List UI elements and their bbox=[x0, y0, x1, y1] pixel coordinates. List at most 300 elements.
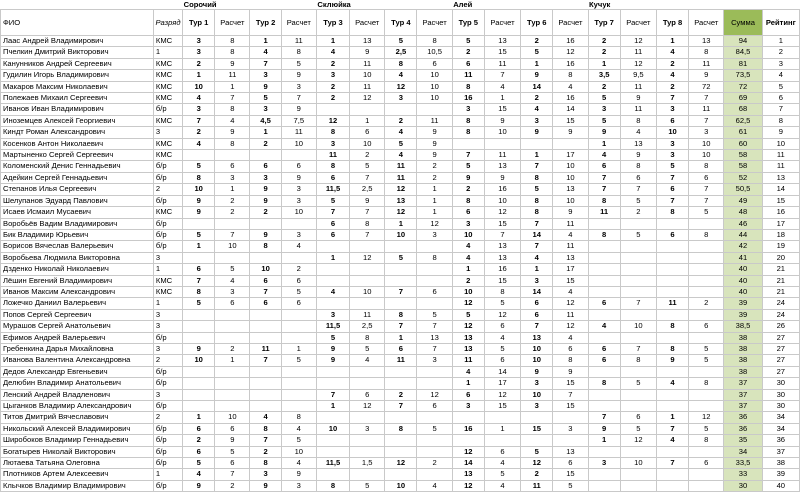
cell-value[interactable] bbox=[452, 138, 484, 149]
cell-value[interactable]: 13 bbox=[553, 184, 588, 195]
cell-value[interactable]: 12 bbox=[350, 401, 385, 412]
cell-value[interactable]: 16 bbox=[553, 36, 588, 47]
cell-value[interactable]: 6 bbox=[656, 229, 688, 240]
cell-value[interactable]: 8 bbox=[385, 58, 417, 69]
cell-rating[interactable]: 3 bbox=[762, 58, 799, 69]
cell-value[interactable] bbox=[183, 150, 215, 161]
cell-value[interactable]: 2 bbox=[250, 446, 281, 457]
cell-value[interactable]: 11 bbox=[588, 207, 620, 218]
cell-sum[interactable]: 72 bbox=[724, 81, 762, 92]
cell-value[interactable] bbox=[215, 309, 250, 320]
cell-value[interactable] bbox=[620, 286, 656, 297]
cell-value[interactable]: 5 bbox=[281, 58, 316, 69]
cell-value[interactable] bbox=[281, 378, 316, 389]
cell-rank[interactable]: б/р bbox=[153, 435, 182, 446]
cell-value[interactable]: 3 bbox=[656, 104, 688, 115]
cell-value[interactable] bbox=[588, 332, 620, 343]
cell-value[interactable]: 2 bbox=[350, 150, 385, 161]
cell-value[interactable]: 5 bbox=[656, 161, 688, 172]
cell-fio[interactable]: Косенков Антон Николаевич bbox=[1, 138, 154, 149]
cell-sum[interactable]: 39 bbox=[724, 298, 762, 309]
cell-rating[interactable]: 15 bbox=[762, 195, 799, 206]
cell-value[interactable] bbox=[521, 138, 553, 149]
column-header[interactable]: Расчет bbox=[215, 10, 250, 36]
column-header[interactable]: Расчет bbox=[553, 10, 588, 36]
cell-value[interactable]: 9 bbox=[281, 70, 316, 81]
cell-value[interactable]: 2 bbox=[417, 172, 452, 183]
cell-value[interactable]: 2 bbox=[281, 264, 316, 275]
cell-value[interactable]: 1 bbox=[417, 184, 452, 195]
cell-fio[interactable]: Делюбин Владимир Анатольевич bbox=[1, 378, 154, 389]
cell-rank[interactable]: б/р bbox=[153, 332, 182, 343]
cell-value[interactable]: 8 bbox=[452, 195, 484, 206]
cell-value[interactable]: 11 bbox=[215, 70, 250, 81]
cell-value[interactable] bbox=[553, 412, 588, 423]
cell-value[interactable]: 9 bbox=[521, 127, 553, 138]
cell-value[interactable]: 2 bbox=[452, 184, 484, 195]
cell-value[interactable] bbox=[417, 241, 452, 252]
cell-value[interactable]: 9 bbox=[281, 469, 316, 480]
cell-value[interactable]: 14 bbox=[452, 458, 484, 469]
cell-sum[interactable]: 94 bbox=[724, 36, 762, 47]
cell-fio[interactable]: Коломенский Денис Геннадьевич bbox=[1, 161, 154, 172]
cell-sum[interactable]: 58 bbox=[724, 150, 762, 161]
cell-value[interactable]: 8 bbox=[183, 286, 215, 297]
cell-value[interactable]: 13 bbox=[452, 332, 484, 343]
cell-rank[interactable]: б/р bbox=[153, 480, 182, 491]
cell-value[interactable]: 8 bbox=[620, 355, 656, 366]
cell-value[interactable] bbox=[215, 321, 250, 332]
column-header-rating[interactable]: Рейтинг bbox=[762, 10, 799, 36]
cell-value[interactable]: 8 bbox=[452, 115, 484, 126]
cell-value[interactable] bbox=[183, 378, 215, 389]
cell-value[interactable]: 11 bbox=[385, 355, 417, 366]
cell-value[interactable]: 10 bbox=[689, 138, 724, 149]
cell-sum[interactable]: 42 bbox=[724, 241, 762, 252]
cell-value[interactable]: 3 bbox=[215, 172, 250, 183]
cell-value[interactable]: 10 bbox=[215, 241, 250, 252]
cell-rank[interactable]: 3 bbox=[153, 321, 182, 332]
cell-value[interactable]: 9 bbox=[250, 184, 281, 195]
cell-value[interactable] bbox=[656, 252, 688, 263]
cell-value[interactable]: 1 bbox=[521, 150, 553, 161]
cell-value[interactable] bbox=[385, 412, 417, 423]
cell-fio[interactable]: Пчелкин Дмитрий Викторович bbox=[1, 47, 154, 58]
cell-value[interactable]: 6 bbox=[350, 127, 385, 138]
cell-value[interactable]: 10 bbox=[417, 93, 452, 104]
cell-value[interactable] bbox=[656, 286, 688, 297]
cell-sum[interactable]: 40 bbox=[724, 275, 762, 286]
cell-value[interactable]: 12 bbox=[452, 446, 484, 457]
cell-value[interactable]: 8 bbox=[316, 127, 349, 138]
cell-value[interactable]: 8 bbox=[689, 435, 724, 446]
cell-value[interactable]: 3 bbox=[316, 70, 349, 81]
cell-value[interactable]: 11 bbox=[316, 150, 349, 161]
cell-value[interactable]: 7 bbox=[350, 229, 385, 240]
cell-value[interactable] bbox=[215, 150, 250, 161]
cell-value[interactable]: 7 bbox=[521, 321, 553, 332]
cell-value[interactable]: 3 bbox=[281, 229, 316, 240]
cell-value[interactable] bbox=[689, 480, 724, 491]
cell-value[interactable]: 7 bbox=[215, 229, 250, 240]
cell-value[interactable]: 6 bbox=[281, 161, 316, 172]
cell-value[interactable]: 5 bbox=[521, 47, 553, 58]
column-header[interactable]: Тур 6 bbox=[521, 10, 553, 36]
cell-rank[interactable]: КМС bbox=[153, 70, 182, 81]
cell-value[interactable]: 7 bbox=[689, 115, 724, 126]
cell-value[interactable]: 6 bbox=[316, 218, 349, 229]
cell-value[interactable]: 8 bbox=[689, 47, 724, 58]
cell-value[interactable] bbox=[183, 332, 215, 343]
cell-value[interactable] bbox=[689, 286, 724, 297]
cell-value[interactable]: 4 bbox=[316, 47, 349, 58]
cell-value[interactable]: 13 bbox=[553, 446, 588, 457]
cell-value[interactable]: 15 bbox=[553, 115, 588, 126]
cell-value[interactable]: 11 bbox=[417, 115, 452, 126]
column-header[interactable]: Тур 2 bbox=[250, 10, 281, 36]
cell-value[interactable]: 3 bbox=[452, 218, 484, 229]
cell-value[interactable]: 5 bbox=[350, 161, 385, 172]
cell-value[interactable]: 2 bbox=[215, 195, 250, 206]
cell-value[interactable] bbox=[281, 366, 316, 377]
cell-value[interactable] bbox=[250, 150, 281, 161]
cell-value[interactable]: 13 bbox=[484, 161, 520, 172]
cell-value[interactable]: 6 bbox=[689, 172, 724, 183]
cell-value[interactable]: 6 bbox=[250, 161, 281, 172]
cell-value[interactable]: 2 bbox=[521, 469, 553, 480]
cell-value[interactable]: 11 bbox=[385, 172, 417, 183]
cell-value[interactable]: 8 bbox=[183, 172, 215, 183]
cell-value[interactable] bbox=[588, 469, 620, 480]
cell-value[interactable]: 9 bbox=[620, 150, 656, 161]
cell-value[interactable]: 11 bbox=[689, 104, 724, 115]
cell-rating[interactable]: 8 bbox=[762, 115, 799, 126]
cell-value[interactable]: 1 bbox=[588, 138, 620, 149]
cell-value[interactable]: 7 bbox=[521, 241, 553, 252]
cell-sum[interactable]: 69 bbox=[724, 93, 762, 104]
cell-value[interactable] bbox=[588, 264, 620, 275]
cell-rank[interactable]: б/р bbox=[153, 241, 182, 252]
cell-value[interactable]: 5 bbox=[452, 309, 484, 320]
cell-value[interactable]: 6 bbox=[250, 275, 281, 286]
cell-value[interactable]: 8 bbox=[316, 161, 349, 172]
cell-value[interactable] bbox=[215, 401, 250, 412]
cell-sum[interactable]: 33 bbox=[724, 469, 762, 480]
cell-value[interactable]: 9 bbox=[553, 366, 588, 377]
cell-value[interactable]: 3 bbox=[183, 36, 215, 47]
cell-value[interactable]: 3 bbox=[281, 195, 316, 206]
cell-value[interactable]: 14 bbox=[521, 286, 553, 297]
cell-fio[interactable]: Плотников Артем Алексеевич bbox=[1, 469, 154, 480]
cell-value[interactable]: 17 bbox=[484, 378, 520, 389]
cell-value[interactable]: 9 bbox=[250, 480, 281, 491]
cell-value[interactable]: 7 bbox=[316, 207, 349, 218]
cell-value[interactable] bbox=[656, 446, 688, 457]
cell-value[interactable] bbox=[385, 378, 417, 389]
cell-value[interactable]: 4 bbox=[553, 332, 588, 343]
cell-value[interactable]: 10 bbox=[215, 412, 250, 423]
cell-value[interactable]: 8 bbox=[385, 309, 417, 320]
cell-value[interactable]: 5 bbox=[620, 423, 656, 434]
cell-rating[interactable]: 11 bbox=[762, 150, 799, 161]
cell-value[interactable]: 3 bbox=[250, 172, 281, 183]
cell-value[interactable] bbox=[183, 218, 215, 229]
column-header[interactable]: Расчет bbox=[350, 10, 385, 36]
cell-value[interactable]: 4 bbox=[484, 81, 520, 92]
cell-value[interactable]: 4 bbox=[553, 229, 588, 240]
cell-value[interactable]: 6 bbox=[521, 309, 553, 320]
cell-rank[interactable]: 1 bbox=[153, 47, 182, 58]
cell-value[interactable]: 1 bbox=[656, 36, 688, 47]
cell-value[interactable]: 9 bbox=[484, 115, 520, 126]
cell-value[interactable]: 1 bbox=[484, 93, 520, 104]
cell-value[interactable]: 6 bbox=[215, 298, 250, 309]
cell-fio[interactable]: Адейкин Сергей Геннадьевич bbox=[1, 172, 154, 183]
cell-value[interactable] bbox=[250, 218, 281, 229]
cell-value[interactable]: 5 bbox=[521, 184, 553, 195]
cell-value[interactable] bbox=[417, 378, 452, 389]
cell-value[interactable]: 1 bbox=[316, 401, 349, 412]
cell-sum[interactable]: 58 bbox=[724, 161, 762, 172]
cell-sum[interactable]: 73,5 bbox=[724, 70, 762, 81]
cell-value[interactable]: 7 bbox=[689, 184, 724, 195]
cell-value[interactable] bbox=[656, 366, 688, 377]
cell-value[interactable]: 8 bbox=[350, 218, 385, 229]
cell-value[interactable]: 5 bbox=[452, 36, 484, 47]
cell-value[interactable] bbox=[281, 332, 316, 343]
cell-value[interactable]: 15 bbox=[484, 218, 520, 229]
cell-value[interactable] bbox=[417, 366, 452, 377]
column-header[interactable]: Тур 5 bbox=[452, 10, 484, 36]
cell-value[interactable] bbox=[689, 389, 724, 400]
cell-value[interactable]: 15 bbox=[553, 275, 588, 286]
cell-value[interactable]: 2 bbox=[588, 81, 620, 92]
cell-value[interactable]: 5 bbox=[385, 36, 417, 47]
cell-value[interactable]: 8 bbox=[553, 355, 588, 366]
cell-value[interactable]: 11 bbox=[656, 298, 688, 309]
cell-rating[interactable]: 34 bbox=[762, 412, 799, 423]
cell-value[interactable]: 8 bbox=[521, 207, 553, 218]
cell-value[interactable]: 9 bbox=[417, 138, 452, 149]
cell-value[interactable]: 8 bbox=[521, 195, 553, 206]
cell-value[interactable] bbox=[215, 389, 250, 400]
cell-value[interactable]: 4,5 bbox=[250, 115, 281, 126]
cell-value[interactable]: 10 bbox=[350, 70, 385, 81]
column-header[interactable]: Тур 4 bbox=[385, 10, 417, 36]
cell-value[interactable]: 6 bbox=[484, 321, 520, 332]
cell-value[interactable]: 6 bbox=[689, 458, 724, 469]
cell-value[interactable]: 4 bbox=[183, 93, 215, 104]
cell-value[interactable]: 10 bbox=[417, 81, 452, 92]
cell-fio[interactable]: Шелупанов Эдуард Павлович bbox=[1, 195, 154, 206]
column-header[interactable]: Расчет bbox=[484, 10, 520, 36]
cell-value[interactable]: 72 bbox=[689, 81, 724, 92]
cell-value[interactable]: 4 bbox=[385, 70, 417, 81]
cell-value[interactable]: 1 bbox=[521, 264, 553, 275]
cell-value[interactable]: 9 bbox=[183, 195, 215, 206]
cell-value[interactable]: 9 bbox=[350, 195, 385, 206]
cell-sum[interactable]: 36 bbox=[724, 423, 762, 434]
cell-value[interactable]: 8 bbox=[689, 229, 724, 240]
cell-value[interactable]: 1 bbox=[183, 241, 215, 252]
cell-value[interactable]: 2 bbox=[250, 138, 281, 149]
cell-value[interactable]: 12 bbox=[553, 321, 588, 332]
cell-value[interactable]: 12 bbox=[417, 389, 452, 400]
cell-value[interactable]: 7 bbox=[620, 298, 656, 309]
cell-value[interactable]: 4 bbox=[281, 458, 316, 469]
cell-rank[interactable]: 3 bbox=[153, 252, 182, 263]
cell-value[interactable] bbox=[385, 446, 417, 457]
cell-value[interactable]: 7 bbox=[521, 161, 553, 172]
cell-value[interactable]: 3 bbox=[521, 275, 553, 286]
cell-rating[interactable]: 27 bbox=[762, 343, 799, 354]
cell-rating[interactable]: 27 bbox=[762, 332, 799, 343]
cell-value[interactable]: 2 bbox=[452, 275, 484, 286]
cell-value[interactable]: 14 bbox=[521, 229, 553, 240]
column-header[interactable]: Тур 3 bbox=[316, 10, 349, 36]
cell-value[interactable]: 1 bbox=[452, 264, 484, 275]
cell-fio[interactable]: Лютаева Татьяна Олеговна bbox=[1, 458, 154, 469]
cell-value[interactable] bbox=[281, 321, 316, 332]
cell-value[interactable] bbox=[689, 469, 724, 480]
cell-value[interactable]: 7 bbox=[588, 172, 620, 183]
cell-value[interactable]: 11 bbox=[350, 309, 385, 320]
cell-value[interactable]: 7 bbox=[656, 172, 688, 183]
cell-rank[interactable]: б/р bbox=[153, 172, 182, 183]
column-header[interactable]: Расчет bbox=[689, 10, 724, 36]
cell-value[interactable]: 4 bbox=[553, 286, 588, 297]
cell-value[interactable]: 1 bbox=[385, 218, 417, 229]
cell-value[interactable]: 4 bbox=[656, 378, 688, 389]
cell-rank[interactable]: КМС bbox=[153, 150, 182, 161]
cell-value[interactable]: 6 bbox=[215, 161, 250, 172]
cell-value[interactable]: 9 bbox=[521, 70, 553, 81]
cell-value[interactable] bbox=[588, 218, 620, 229]
cell-value[interactable]: 10 bbox=[183, 355, 215, 366]
cell-value[interactable] bbox=[656, 401, 688, 412]
cell-value[interactable]: 9 bbox=[452, 172, 484, 183]
cell-value[interactable] bbox=[385, 104, 417, 115]
cell-rating[interactable]: 27 bbox=[762, 366, 799, 377]
cell-fio[interactable]: Полежаев Михаил Сергеевич bbox=[1, 93, 154, 104]
cell-value[interactable] bbox=[350, 469, 385, 480]
cell-value[interactable] bbox=[316, 241, 349, 252]
cell-value[interactable]: 2 bbox=[385, 389, 417, 400]
cell-value[interactable]: 5 bbox=[620, 195, 656, 206]
cell-sum[interactable]: 52 bbox=[724, 172, 762, 183]
cell-value[interactable] bbox=[588, 446, 620, 457]
cell-value[interactable]: 10 bbox=[281, 207, 316, 218]
cell-value[interactable]: 6 bbox=[215, 423, 250, 434]
cell-rank[interactable]: б/р bbox=[153, 229, 182, 240]
cell-fio[interactable]: Иноземцев Алексей Георгиевич bbox=[1, 115, 154, 126]
cell-rank[interactable]: КМС bbox=[153, 58, 182, 69]
cell-value[interactable]: 8 bbox=[656, 321, 688, 332]
cell-value[interactable] bbox=[521, 412, 553, 423]
cell-value[interactable] bbox=[588, 366, 620, 377]
cell-value[interactable]: 5 bbox=[250, 93, 281, 104]
cell-value[interactable]: 7 bbox=[417, 343, 452, 354]
cell-rank[interactable]: КМС bbox=[153, 138, 182, 149]
cell-sum[interactable]: 38 bbox=[724, 343, 762, 354]
cell-value[interactable]: 2 bbox=[385, 115, 417, 126]
cell-value[interactable]: 5 bbox=[484, 343, 520, 354]
cell-value[interactable] bbox=[689, 366, 724, 377]
cell-value[interactable]: 11 bbox=[689, 58, 724, 69]
cell-value[interactable]: 8 bbox=[250, 423, 281, 434]
cell-value[interactable]: 7 bbox=[588, 412, 620, 423]
cell-value[interactable] bbox=[484, 138, 520, 149]
cell-sum[interactable]: 50,5 bbox=[724, 184, 762, 195]
cell-value[interactable]: 4 bbox=[250, 47, 281, 58]
cell-value[interactable]: 13 bbox=[484, 241, 520, 252]
cell-value[interactable]: 4 bbox=[484, 480, 520, 491]
cell-value[interactable]: 6 bbox=[385, 343, 417, 354]
cell-value[interactable]: 15 bbox=[484, 401, 520, 412]
cell-fio[interactable]: Воробьёв Вадим Владимирович bbox=[1, 218, 154, 229]
cell-rating[interactable]: 40 bbox=[762, 480, 799, 491]
cell-value[interactable]: 17 bbox=[553, 264, 588, 275]
cell-value[interactable] bbox=[452, 412, 484, 423]
cell-fio[interactable]: Бик Владимир Юрьевич bbox=[1, 229, 154, 240]
cell-value[interactable]: 9 bbox=[350, 47, 385, 58]
cell-value[interactable] bbox=[588, 252, 620, 263]
cell-rank[interactable]: 2 bbox=[153, 412, 182, 423]
cell-value[interactable]: 10 bbox=[183, 184, 215, 195]
cell-value[interactable] bbox=[350, 366, 385, 377]
cell-value[interactable]: 6 bbox=[452, 207, 484, 218]
cell-value[interactable]: 10 bbox=[183, 81, 215, 92]
cell-value[interactable]: 5 bbox=[183, 298, 215, 309]
cell-value[interactable]: 2 bbox=[250, 207, 281, 218]
cell-rating[interactable]: 21 bbox=[762, 286, 799, 297]
cell-value[interactable]: 12 bbox=[620, 435, 656, 446]
cell-sum[interactable]: 30 bbox=[724, 480, 762, 491]
cell-rank[interactable]: б/р bbox=[153, 446, 182, 457]
cell-value[interactable]: 10 bbox=[250, 264, 281, 275]
cell-value[interactable]: 5 bbox=[484, 298, 520, 309]
cell-value[interactable]: 6 bbox=[656, 184, 688, 195]
cell-value[interactable]: 11 bbox=[452, 70, 484, 81]
cell-rating[interactable]: 18 bbox=[762, 229, 799, 240]
cell-value[interactable]: 10 bbox=[281, 138, 316, 149]
cell-value[interactable]: 7 bbox=[316, 389, 349, 400]
cell-value[interactable]: 11 bbox=[620, 47, 656, 58]
cell-value[interactable]: 8 bbox=[215, 36, 250, 47]
cell-value[interactable]: 16 bbox=[484, 264, 520, 275]
cell-value[interactable]: 9 bbox=[316, 343, 349, 354]
cell-value[interactable] bbox=[521, 435, 553, 446]
cell-value[interactable]: 12 bbox=[350, 93, 385, 104]
cell-value[interactable]: 2 bbox=[417, 458, 452, 469]
cell-fio[interactable]: Цыганков Владимир Александрович bbox=[1, 401, 154, 412]
cell-value[interactable]: 5 bbox=[689, 355, 724, 366]
cell-fio[interactable]: Иванов Иван Владимирович bbox=[1, 104, 154, 115]
cell-value[interactable]: 10 bbox=[521, 343, 553, 354]
cell-value[interactable] bbox=[620, 252, 656, 263]
cell-value[interactable]: 6 bbox=[281, 275, 316, 286]
cell-value[interactable]: 9 bbox=[656, 355, 688, 366]
cell-value[interactable] bbox=[620, 241, 656, 252]
cell-value[interactable]: 9 bbox=[521, 366, 553, 377]
cell-rating[interactable]: 6 bbox=[762, 93, 799, 104]
cell-value[interactable]: 6 bbox=[183, 423, 215, 434]
cell-value[interactable]: 16 bbox=[553, 58, 588, 69]
cell-value[interactable]: 4 bbox=[656, 435, 688, 446]
cell-rating[interactable]: 13 bbox=[762, 172, 799, 183]
cell-value[interactable]: 7 bbox=[215, 93, 250, 104]
cell-value[interactable] bbox=[215, 366, 250, 377]
